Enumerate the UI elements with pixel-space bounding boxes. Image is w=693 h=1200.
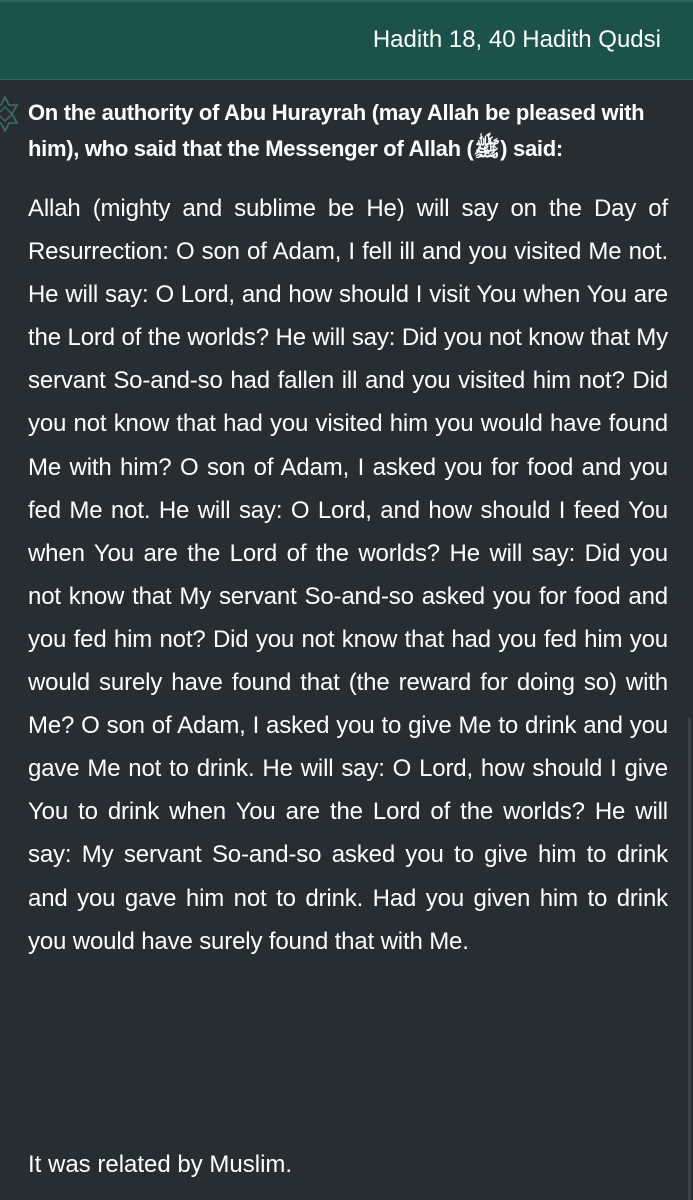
hadith-title: Hadith 18, 40 Hadith Qudsi bbox=[372, 26, 661, 53]
hadith-source: It was related by Muslim. bbox=[28, 1151, 293, 1178]
scrollbar[interactable] bbox=[688, 718, 691, 1200]
narrator-chain: On the authority of Abu Hurayrah (may Allah be pleased with him), who said that the Messenger of Allah (ﷺ) said: bbox=[28, 100, 645, 161]
ornament-star-icon bbox=[0, 96, 20, 132]
hadith-text: Allah (mighty and sublime be He) will say on the Day of Resurrection: O son of Adam, I fell ill and you visited Me not. He will say: O Lord, and how should I visit You when You are the Lord of the worlds? He will say: Did you not know that My servant So-and-so had fallen ill and you visited him not? Did you not know that had you visited him you would have found Me with him? O son of Adam, I asked you for food and you fed Me not. He will say: O Lord, and how should I feed You when You are the Lord of the worlds? He will say: Did you not know that My servant So-and-so asked you for food and you fed him not? Did you not know that had you fed him you would surely have found that (the reward for doing so) with Me? O son of Adam, I asked you to give Me to drink and you gave Me not to drink. He will say: O Lord, how should I give You to drink when You are the Lord of the worlds? He will say: My servant So-and-so asked you to give him to drink and you gave him not to drink. Had you given him to drink you would have surely found that with Me. bbox=[28, 195, 668, 955]
hadith-header bbox=[0, 0, 693, 80]
